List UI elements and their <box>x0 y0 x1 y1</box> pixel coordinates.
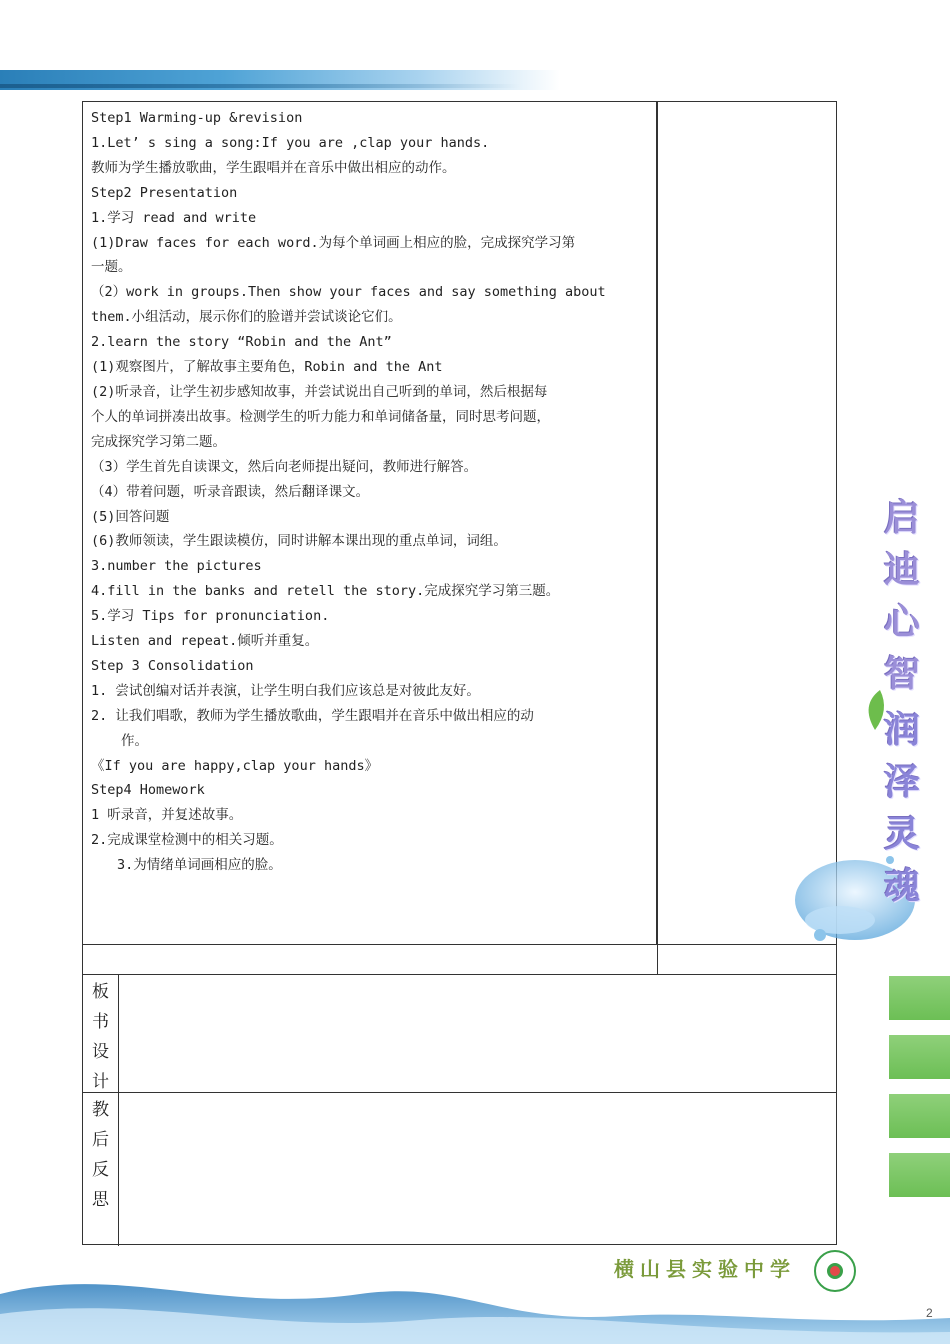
reflection-char: 反 <box>92 1160 109 1180</box>
lesson-line: (1)Draw faces for each word.为每个单词画上相应的脸，完成探究学习第 <box>91 234 576 251</box>
lesson-line: (1)观察图片，了解故事主要角色，Robin and the Ant <box>91 359 443 376</box>
slogan-char: 启 <box>883 497 920 539</box>
lesson-line: 1. 尝试创编对话并表演，让学生明白我们应该总是对彼此友好。 <box>91 682 480 699</box>
lesson-line: 作。 <box>121 732 148 749</box>
reflection-char: 教 <box>92 1100 109 1120</box>
board-design-char: 书 <box>92 1012 109 1032</box>
lesson-line: Listen and repeat.倾听并重复。 <box>91 633 319 650</box>
lesson-line: Step 3 Consolidation <box>91 657 254 674</box>
footer-wave-decoration <box>0 1254 950 1344</box>
slogan-char: 润 <box>883 709 920 751</box>
green-side-blocks <box>889 976 950 1212</box>
reflection-char: 思 <box>92 1190 109 1210</box>
lesson-line: （3）学生首先自读课文，然后向老师提出疑问，教师进行解答。 <box>91 458 478 475</box>
green-block <box>889 1153 950 1197</box>
lesson-line: 3.number the pictures <box>91 558 262 575</box>
slogan-char: 泽 <box>883 761 920 803</box>
reflection-row <box>83 1092 836 1246</box>
slogan-char: 灵 <box>883 813 920 855</box>
lesson-line: 一题。 <box>91 259 132 276</box>
lesson-line: 2. 让我们唱歌，教师为学生播放歌曲，学生跟唱并在音乐中做出相应的动 <box>91 707 534 724</box>
slogan-char: 心 <box>883 601 920 643</box>
lesson-line: 1 听录音，并复述故事。 <box>91 807 243 824</box>
lesson-line: Step2 Presentation <box>91 184 238 201</box>
lesson-line: (6)教师领读，学生跟读模仿，同时讲解本课出现的重点单词，词组。 <box>91 533 507 550</box>
teaching-process-cell <box>83 102 657 944</box>
lesson-line: 5.学习 Tips for pronunciation. <box>91 608 330 625</box>
board-design-char: 板 <box>92 982 109 1002</box>
lesson-line: 《If you are happy,clap your hands》 <box>91 757 379 774</box>
school-logo-icon <box>814 1250 856 1292</box>
lesson-line: them.小组活动，展示你们的脸谱并尝试谈论它们。 <box>91 309 402 326</box>
slogan-char: 智 <box>883 653 920 695</box>
page-number: 2 <box>926 1306 933 1320</box>
lesson-line: (2)听录音，让学生初步感知故事，并尝试说出自己听到的单词，然后根据每 <box>91 383 548 400</box>
lesson-content <box>91 106 651 878</box>
lesson-line: 完成探究学习第二题。 <box>91 433 226 450</box>
board-design-char: 计 <box>92 1072 109 1092</box>
lesson-plan-table <box>82 101 837 1245</box>
lesson-line: （4）带着问题，听录音跟读，然后翻译课文。 <box>91 483 370 500</box>
green-block <box>889 1094 950 1138</box>
lesson-line: 4.fill in the banks and retell the story.完成探究学习第三题。 <box>91 583 560 600</box>
lesson-line: Step4 Homework <box>91 782 205 799</box>
board-design-row <box>83 974 836 1092</box>
lesson-line: 教师为学生播放歌曲，学生跟唱并在音乐中做出相应的动作。 <box>91 159 456 176</box>
lesson-line: 2.learn the story “Robin and the Ant” <box>91 334 392 351</box>
lesson-line: 1.学习 read and write <box>91 209 257 226</box>
slogan-top <box>872 492 932 700</box>
slogan-char: 迪 <box>883 549 920 591</box>
slogan-bottom <box>872 704 932 912</box>
lesson-line: 3.为情绪单词画相应的脸。 <box>117 857 282 874</box>
board-design-char: 设 <box>92 1042 109 1062</box>
spacer-row <box>83 944 836 974</box>
header-blue-band <box>0 70 560 90</box>
reflection-char: 后 <box>92 1130 109 1150</box>
school-name: 横山县实验中学 <box>614 1257 796 1281</box>
lesson-line: Step1 Warming-up &revision <box>91 110 303 126</box>
green-block <box>889 1035 950 1079</box>
lesson-line: 2.完成课堂检测中的相关习题。 <box>91 832 283 849</box>
lesson-line: (5)回答问题 <box>91 508 170 525</box>
green-block <box>889 976 950 1020</box>
lesson-line: 个人的单词拼凑出故事。检测学生的听力能力和单词储备量，同时思考问题， <box>91 408 550 425</box>
slogan-char: 魂 <box>883 865 920 907</box>
board-design-label <box>83 975 119 1092</box>
lesson-line: （2）work in groups.Then show your faces and say something about <box>91 284 606 301</box>
reflection-label <box>83 1093 119 1246</box>
lesson-line: 1.Let’ s sing a song:If you are ,clap your hands. <box>91 134 490 151</box>
